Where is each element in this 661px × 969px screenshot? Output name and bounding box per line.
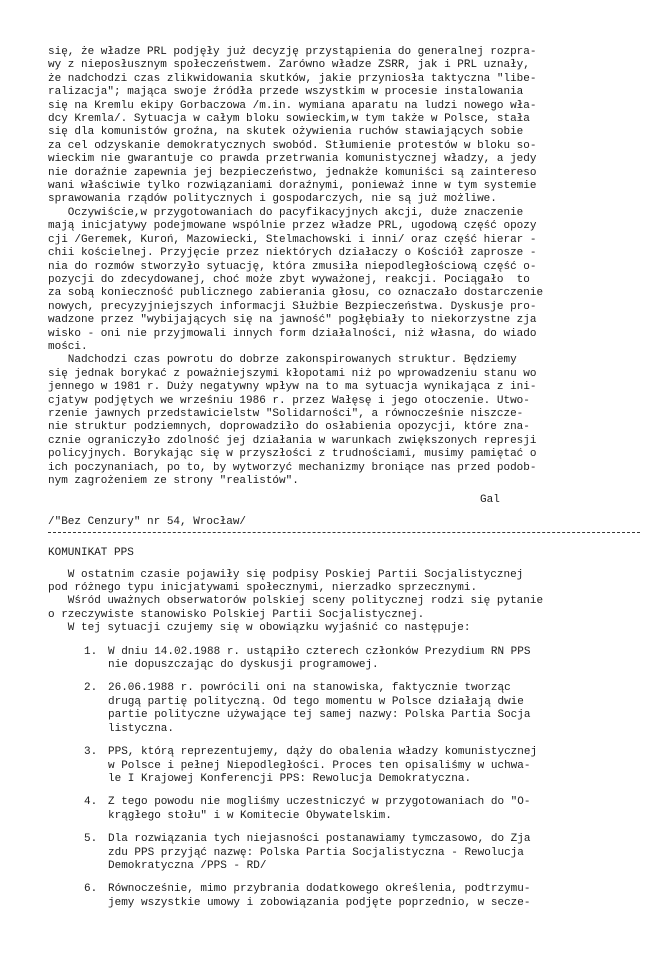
section-heading: KOMUNIKAT PPS [48,547,134,560]
text-line: listyczna. [108,722,175,735]
list-item [84,883,635,910]
text-line: się na Kremlu ekipy Gorbaczowa /m.in. wymiana aparatu na ludzi nowego wła- [48,99,537,112]
text-line: chii kościelnej. Przyjęcie przez niektórych działaczy o Kościół zaprosze - [48,247,537,260]
list-item-number: 2. [84,682,98,695]
article-paragraph-3 [48,354,635,488]
text-line: się, że władze PRL podjęły już decyzję przystąpienia do generalnej rozpra- [48,46,537,58]
text-line: W ostatnim czasie pojawiły się podpisy Poskiej Partii Socjalistycznej [48,568,524,581]
list-item-number: 3. [84,746,98,759]
text-line: w Polsce i pełnej Niepodległości. Proces ten opisaliśmy w uchwa- [108,759,531,772]
text-line: PPS, którą reprezentujemy, dąży do obalenia władzy komunistycznej [108,746,538,759]
list-item-number: 1. [84,645,98,658]
text-line: Dla rozwiązania tych niejasności postanawiamy tymczasowo, do Zja [108,833,531,846]
text-line: le I Krajowej Konferencji PPS: Rewolucja Demokratyczna. [108,772,472,785]
text-line: się dla komunistów groźna, na skutek ożywienia ruchów stawiających sobie [48,126,524,139]
text-line: W tej sytuacji czujemy się w obowiązku wyjaśnić co następuje: [48,622,471,635]
text-line: mają inicjatywy podejmowane wspólnie przez władze PRL, ugodową część opozy [48,220,537,233]
text-line: zdu PPS przyjąć nazwę: Polska Partia Socjalistyczna - Rewolucja [108,846,524,859]
text-line: Oczywiście,w przygotowaniach do pacyfikacyjnych akcji, duże znaczenie [48,206,524,219]
text-line: Demokratyczna /PPS - RD/ [108,859,267,872]
text-line: za cel odzyskanie demokratycznych swobód. Stłumienie protestów w bloku so- [48,139,537,152]
list-item-number: 5. [84,833,98,846]
article-paragraph-1 [48,46,635,207]
section-divider [48,532,640,533]
text-line: dcy Kremla/. Sytuacja w całym bloku sowieckim,w tym także w Polsce, stała [48,113,530,126]
text-line: wani właściwie tylko rozwiązaniami doraźnymi, ponieważ inne w tym systemie [48,180,537,193]
text-line: się jednak borykać z poważniejszymi kłopotami niż po wprowadzeniu stanu wo [48,367,537,380]
text-line: nym zagrożeniem ze strony "realistów". [48,475,299,487]
text-line: mości. [48,340,88,353]
list-item-number: 6. [84,883,98,896]
text-line: cjatyw podjętych we wrześniu 1986 r. przez Wałęsę i jego otoczenie. Utwo- [48,394,530,407]
author-signature: Gal [480,494,500,507]
numbered-list [48,646,635,911]
text-line: wisko - oni nie przyjmowali innych form działalności, niż własna, do wiado [48,327,537,340]
text-line: o rzeczywiste stanowisko Polskiej Partii Socjalistycznej. [48,608,425,621]
communique-intro [48,569,635,636]
text-line: Z tego powodu nie mogliśmy uczestniczyć w przygotowaniach do "O- [108,796,531,809]
text-line: policyjnych. Borykając się w przyszłości z trudnościami, musimy pamiętać o [48,448,537,461]
list-item [84,646,635,673]
list-item [84,833,635,873]
text-line: drugą partię polityczną. Od tego momentu w Polsce działają dwie [108,695,524,708]
text-line: wy z nieposłusznym społeczeństwem. Zarówno władze ZSRR, jak i PRL uznały, [48,59,530,72]
text-line: cji /Geremek, Kuroń, Mazowiecki, Stelmachowski i inni/ oraz część hierar - [48,233,537,246]
text-line: Wśród uważnych obserwatorów polskiej sceny politycznej rodzi się pytanie [48,595,544,608]
text-line: nie struktur podziemnych, doprowadziło do osłabienia opozycji, które zna- [48,421,530,434]
text-line: Nadchodzi czas powrotu do dobrze zakonspirowanych struktur. Będziemy [48,354,517,367]
text-line: Równocześnie, mimo przybrania dodatkowego określenia, podtrzymu- [108,883,531,896]
text-line: W dniu 14.02.1988 r. ustąpiło czterech członków Prezydium RN PPS [108,645,531,658]
source-citation: /"Bez Cenzury" nr 54, Wrocław/ [48,515,247,528]
text-line: partie polityczne używające tej samej nazwy: Polska Partia Socja [108,709,531,722]
text-line: nia do rozmów stworzyło sytuację, która zmusiła niepodległościową część o- [48,260,537,273]
article-paragraph-2 [48,207,635,354]
text-line: rzenie jawnych przedstawicielstw "Solidarności", a równocześnie niszcze- [48,407,524,420]
text-line: ich poczynaniach, po to, by wytworzyć mechanizmy broniące nas przed podob- [48,461,537,474]
text-line: ralizacja"; mająca swoje źródła przede wszystkim w procesie instalowania [48,86,524,99]
text-line: jennego w 1981 r. Duży negatywny wpływ na to ma sytuacja wynikająca z ini- [48,381,537,394]
text-line: nie doraźnie zapewnia jej bezpieczeństwo, jednakże komuniści są zaintereso [48,166,537,179]
text-line: 26.06.1988 r. powrócili oni na stanowiska, faktycznie tworząc [108,682,511,695]
text-line: sprawowania rządów politycznych i gospodarczych, nie są już możliwe. [48,193,497,206]
list-item [84,682,635,736]
text-line: nie dopuszczając do dyskusji programowej. [108,659,379,672]
text-line: pod różnego typu inicjatywami społecznymi, nierzadko sprzecznymi. [48,582,478,595]
list-item [84,796,635,823]
text-line: pozycji do zdecydowanej, choć może zbyt wyważonej, reakcji. Pociągało to [48,273,530,286]
text-line: że nadchodzi czas zlikwidowania skutków, jakie przyniosła taktyczna "libe- [48,72,537,85]
text-line: wadzone przez "wybijających się na jawność" pogłębiały to niekorzystne zja [48,314,537,327]
list-item-number: 4. [84,796,98,809]
text-line: wieckim nie gwarantuje co prawda przetrwania komunistycznej władzy, a jedy [48,153,537,166]
list-item [84,746,635,786]
text-line: za sobą konieczność publicznego zabierania głosu, co oznaczało dostarczenie [48,287,544,300]
text-line: krągłego stołu" i w Komitecie Obywatelskim. [108,809,392,822]
text-line: cznie ograniczyło zdolność jej działania w warunkach zwiększonych represji [48,434,537,447]
text-line: jemy wszystkie umowy i zobowiązania podjęte poprzednio, w secze- [108,896,531,909]
text-line: nowych, precyzyjniejszych informacji Służbie Bezpieczeństwa. Dyskusje pro- [48,300,537,313]
